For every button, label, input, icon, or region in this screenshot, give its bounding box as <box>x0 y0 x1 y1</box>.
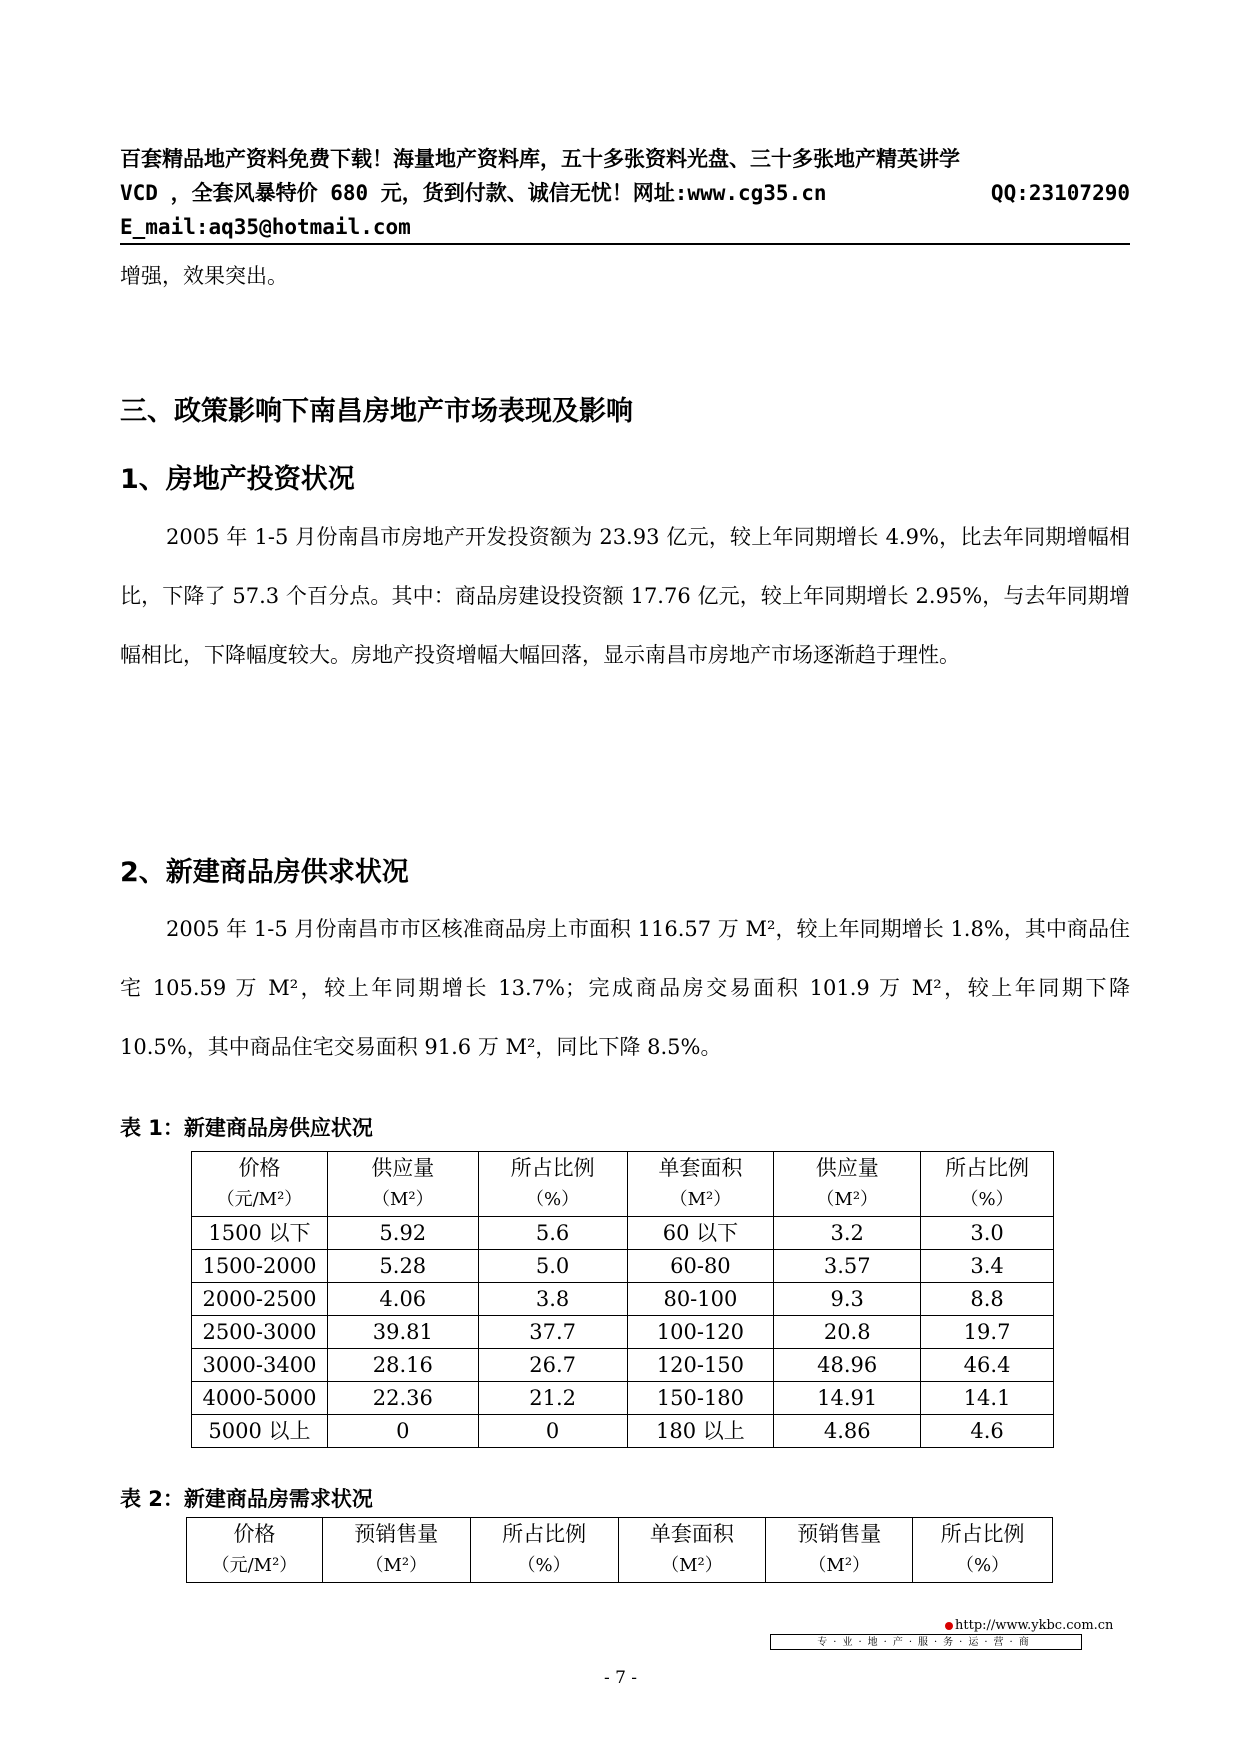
section-3-title: 三、政策影响下南昌房地产市场表现及影响 <box>120 396 633 427</box>
header-email: E_mail:aq35@hotmail.com <box>120 215 411 239</box>
table-cell: 19.7 <box>921 1316 1054 1349</box>
table-cell: 14.1 <box>921 1382 1054 1415</box>
table-cell: 120-150 <box>627 1349 774 1382</box>
table-cell: 3.8 <box>478 1283 627 1316</box>
table-cell: 22.36 <box>327 1382 478 1415</box>
header-line-1: 百套精品地产资料免费下载！海量地产资料库，五十多张资料光盘、三十多张地产精英讲学 <box>120 147 960 171</box>
header-unit: （元/M²） <box>211 1555 298 1576</box>
header-label: 供应量 <box>371 1156 435 1180</box>
header-label: 所占比例 <box>940 1522 1025 1546</box>
table-cell: 14.91 <box>774 1382 921 1415</box>
header-unit: （%） <box>517 1555 571 1576</box>
page-number: - 7 - <box>603 1668 638 1688</box>
header-cell <box>627 1152 774 1217</box>
table-cell: 60 以下 <box>627 1217 774 1250</box>
header-cell <box>322 1518 470 1583</box>
header-label: 单套面积 <box>658 1156 743 1180</box>
header-unit: （%） <box>960 1189 1014 1210</box>
header-cell <box>618 1518 766 1583</box>
table-header-row <box>187 1518 1053 1583</box>
table-row <box>192 1415 1054 1448</box>
table-cell: 2000-2500 <box>192 1283 328 1316</box>
subsection-1-title: 1、房地产投资状况 <box>120 464 355 495</box>
table-1-caption: 表 1：新建商品房供应状况 <box>120 1116 373 1140</box>
header-unit: （M²） <box>661 1555 723 1576</box>
header-unit: （M²） <box>669 1189 732 1210</box>
table-cell: 20.8 <box>774 1316 921 1349</box>
header-line-2 <box>120 176 1130 210</box>
table-cell: 80-100 <box>627 1283 774 1316</box>
header-label: 所占比例 <box>502 1522 587 1546</box>
header-unit: （M²） <box>808 1555 871 1576</box>
header-unit: （元/M²） <box>216 1189 303 1210</box>
subsection-2-paragraph: 2005 年 1-5 月份南昌市市区核准商品房上市面积 116.57 万 M²，较上年同期增长 1.8%，其中商品住宅 105.59 万 M²，较上年同期增长 13.7%；完成商品房交易面积 101.9 万 M²，较上年同期下降 10.5%，其中商品住宅交易面积 91.6 万 M²，同比下降 8.5%。 <box>120 917 1130 1059</box>
table-cell: 180 以上 <box>627 1415 774 1448</box>
table-cell: 21.2 <box>478 1382 627 1415</box>
table-cell: 39.81 <box>327 1316 478 1349</box>
header-cell <box>327 1152 478 1217</box>
supply-table <box>191 1151 1054 1448</box>
footer-logo <box>945 1618 1113 1633</box>
table-cell: 28.16 <box>327 1349 478 1382</box>
table-cell: 1500 以下 <box>192 1217 328 1250</box>
table-cell: 3000-3400 <box>192 1349 328 1382</box>
table-cell: 5.0 <box>478 1250 627 1283</box>
header-cell <box>774 1152 921 1217</box>
header-cell <box>478 1152 627 1217</box>
subsection-1-paragraph: 2005 年 1-5 月份南昌市房地产开发投资额为 23.93 亿元，较上年同期增长 4.9%，比去年同期增幅相比，下降了 57.3 个百分点。其中：商品房建设投资额 17.76 亿元，较上年同期增长 2.95%，与去年同期增幅相比，下降幅度较大。房地产投资增幅大幅回落，显示南昌市房地产市场逐渐趋于理性。 <box>120 525 1130 667</box>
table-cell: 5.92 <box>327 1217 478 1250</box>
header-unit: （M²） <box>365 1555 428 1576</box>
header-cell <box>192 1152 328 1217</box>
table-row <box>192 1217 1054 1250</box>
header-cell <box>187 1518 323 1583</box>
header-label: 所占比例 <box>945 1156 1030 1180</box>
header-unit: （M²） <box>371 1189 434 1210</box>
footer-slogan: 专·业·地·产·服·务·运·营·商 <box>770 1634 1082 1650</box>
table-cell: 150-180 <box>627 1382 774 1415</box>
header-unit: （%） <box>526 1189 580 1210</box>
table-row <box>192 1283 1054 1316</box>
table-cell: 3.57 <box>774 1250 921 1283</box>
table-cell: 46.4 <box>921 1349 1054 1382</box>
table-cell: 5.28 <box>327 1250 478 1283</box>
table-cell: 8.8 <box>921 1283 1054 1316</box>
header-label: 单套面积 <box>649 1522 734 1546</box>
logo-dot-icon <box>945 1622 953 1630</box>
table-cell: 4000-5000 <box>192 1382 328 1415</box>
demand-table <box>186 1517 1053 1583</box>
table-cell: 1500-2000 <box>192 1250 328 1283</box>
table-cell: 9.3 <box>774 1283 921 1316</box>
table-cell: 26.7 <box>478 1349 627 1382</box>
header-label: 价格 <box>238 1156 281 1180</box>
header-label: 所占比例 <box>510 1156 595 1180</box>
table-cell: 5000 以上 <box>192 1415 328 1448</box>
table-cell: 4.86 <box>774 1415 921 1448</box>
page-header <box>120 142 1130 244</box>
table-cell: 4.6 <box>921 1415 1054 1448</box>
header-line-2-left: VCD ，全套风暴特价 680 元，货到付款、诚信无忧！网址:www.cg35.cn <box>120 181 827 205</box>
header-cell <box>921 1152 1054 1217</box>
header-cell <box>913 1518 1053 1583</box>
header-unit: （%） <box>956 1555 1010 1576</box>
table-cell: 2500-3000 <box>192 1316 328 1349</box>
table-cell: 100-120 <box>627 1316 774 1349</box>
subsection-2-title: 2、新建商品房供求状况 <box>120 857 409 888</box>
header-qq: QQ:23107290 <box>990 181 1130 205</box>
table-cell: 4.06 <box>327 1283 478 1316</box>
table-row <box>192 1349 1054 1382</box>
table-cell: 48.96 <box>774 1349 921 1382</box>
header-unit: （M²） <box>816 1189 879 1210</box>
header-label: 供应量 <box>815 1156 879 1180</box>
header-label: 预销售量 <box>354 1522 439 1546</box>
table-cell: 3.2 <box>774 1217 921 1250</box>
header-cell <box>470 1518 618 1583</box>
table-row <box>192 1250 1054 1283</box>
table-cell: 37.7 <box>478 1316 627 1349</box>
table-cell: 0 <box>478 1415 627 1448</box>
header-divider <box>120 243 1130 245</box>
table-row <box>192 1316 1054 1349</box>
table-cell: 60-80 <box>627 1250 774 1283</box>
footer-url: http://www.ykbc.com.cn <box>955 1618 1114 1633</box>
table-cell: 5.6 <box>478 1217 627 1250</box>
table-cell: 3.0 <box>921 1217 1054 1250</box>
header-label: 预销售量 <box>797 1522 882 1546</box>
table-cell: 3.4 <box>921 1250 1054 1283</box>
header-cell <box>766 1518 913 1583</box>
table-cell: 0 <box>327 1415 478 1448</box>
table-header-row <box>192 1152 1054 1217</box>
header-label: 价格 <box>233 1522 276 1546</box>
table-2-caption: 表 2：新建商品房需求状况 <box>120 1487 373 1511</box>
continued-text: 增强，效果突出。 <box>120 264 288 288</box>
table-row <box>192 1382 1054 1415</box>
